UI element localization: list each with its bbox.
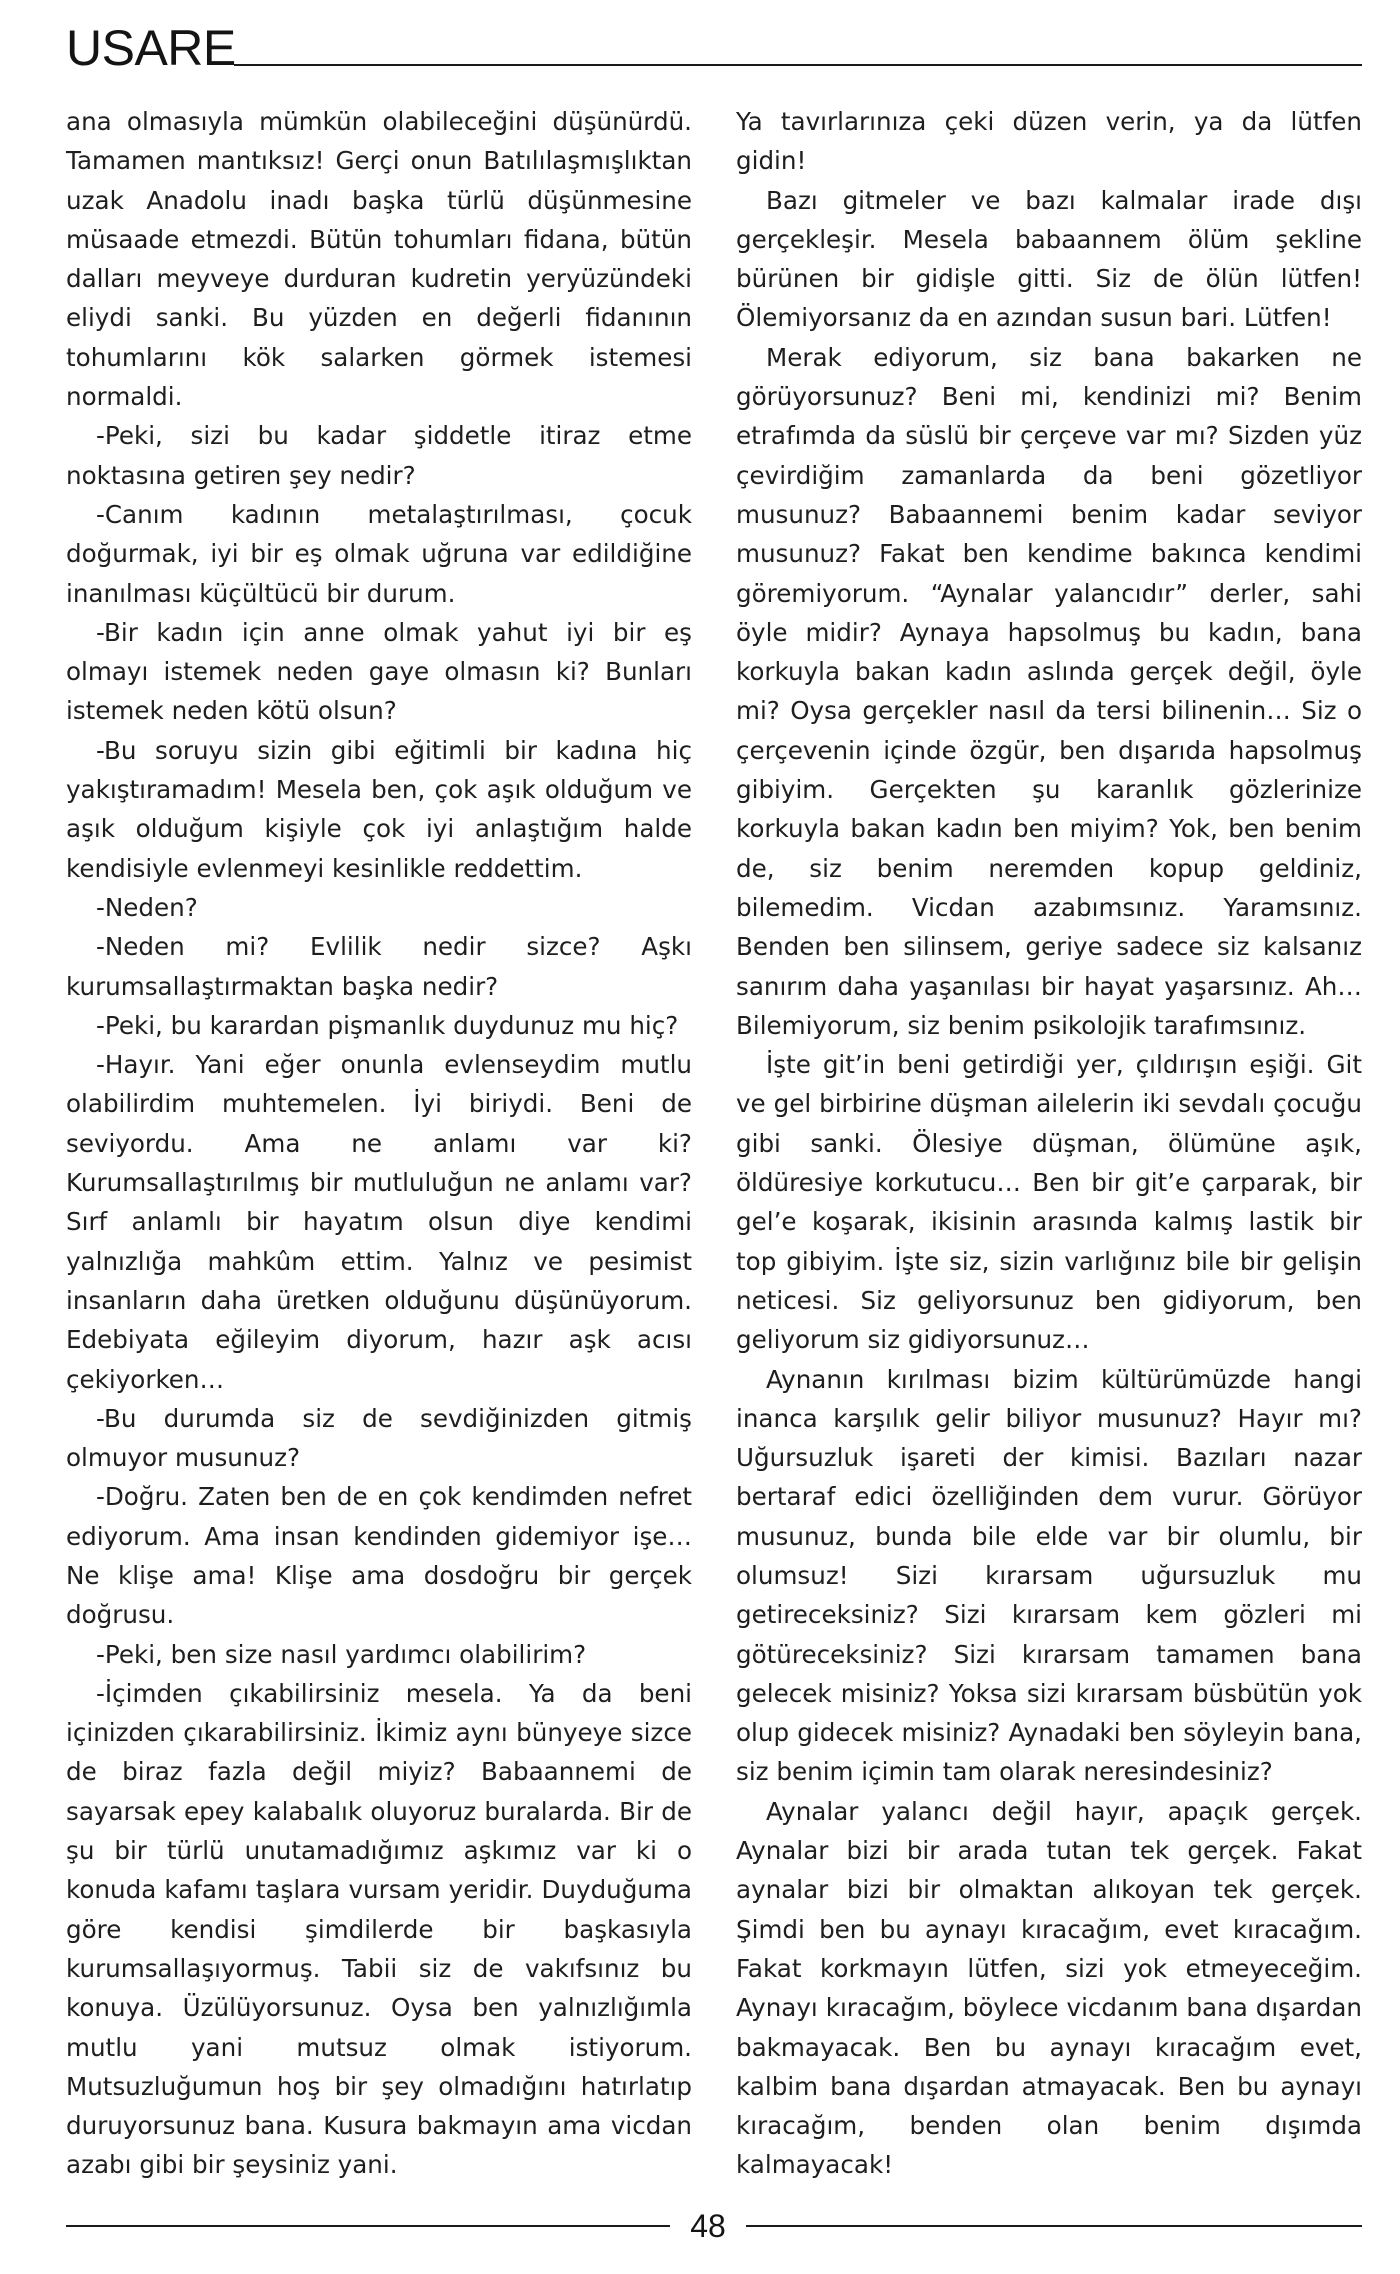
paragraph: İşte git’in beni getirdiği yer, çıldırışın eşiği. Git ve gel birbirine düşman ailelerin iki sevdalı çocuğu gibi sanki. Ölesiye düşman, ölümüne aşık, öldüresiye korkutucu… Ben bir git’e çarparak, bir gel’e koşarak, ikisinin arasında kalmış lastik bir top gibiyim. İşte siz, sizin varlığınız bile bir gelişin neticesi. Siz geliyorsunuz ben gidiyorum, ben geliyorum siz gidiyorsunuz… [736,1050,1362,1355]
paragraph: -Hayır. Yani eğer onunla evlenseydim mutlu olabilirdim muhtemelen. İyi biriydi. Beni de seviyordu. Ama ne anlamı var ki? Kurumsallaştırılmış bir mutluluğun ne anlamı var? Sırf anlamlı bir hayatım olsun diye kendimi yalnızlığa mahkûm ettim. Yalnız ve pesimist insanların daha üretken olduğunu düşünüyorum. Edebiyata eğileyim diyorum, hazır aşk acısı çekiyorken… [66,1050,692,1394]
journal-name: USARE [66,20,236,76]
page-footer [66,2206,1362,2246]
left-column [66,102,692,2185]
paragraph: -Peki, bu karardan pişmanlık duydunuz mu hiç? [96,1010,679,1040]
footer-rule-left [66,2225,670,2227]
paragraph: -Bu durumda siz de sevdiğinizden gitmiş olmuyor musunuz? [66,1403,692,1473]
paragraph: ana olmasıyla mümkün olabileceğini düşünürdü. Tamamen mantıksız! Gerçi onun Batılılaşmışlıktan uzak Anadolu inadı başka türlü düşünmesine müsaade etmezdi. Bütün tohumları fidana, bütün dalları meyveye durduran kudretin yeryüzündeki eliydi sanki. Bu yüzden en değerli fidanının tohumlarını kök salarken görmek istemesi normaldi. [66,107,692,412]
paragraph: -Doğru. Zaten ben de en çok kendimden nefret ediyorum. Ama insan kendinden gidemiyor işe… Ne klişe ama! Klişe ama dosdoğru bir gerçek doğrusu. [66,1482,692,1630]
paragraph: -Bir kadın için anne olmak yahut iyi bir eş olmayı istemek neden gaye olmasın ki? Bunları istemek neden kötü olsun? [66,617,692,726]
paragraph: -İçimden çıkabilirsiniz mesela. Ya da beni içinizden çıkarabilirsiniz. İkimiz aynı bünyeye sizce de biraz fazla değil miyiz? Babaannemi de sayarsak epey kalabalık oluyoruz buralarda. Bir de şu bir türlü unutamadığımız aşkımız var ki o konuda kafamı taşlara vursam yeridir. Duyduğuma göre kendisi şimdilerde bir başkasıyla kurumsallaşıyormuş. Tabii siz de vakıfsınız bu konuya. Üzülüyorsunuz. Oysa ben yalnızlığımla mutlu yani mutsuz olmak istiyorum. Mutsuzluğumun hoş bir şey olmadığını hatırlatıp duruyorsunuz bana. Kusura bakmayın ama vicdan azabı gibi bir şeysiniz yani. [66,1678,692,2180]
paragraph: -Neden? [96,892,198,922]
paragraph: Aynanın kırılması bizim kültürümüzde hangi inanca karşılık gelir biliyor musunuz? Hayır mı? Uğursuzluk işareti der kimisi. Bazıları nazar bertaraf edici özelliğinden dem vurur. Görüyor musunuz, bunda bile elde var bir olumlu, bir olumsuz! Sizi kırarsam uğursuzluk mu getireceksiniz? Sizi kırarsam kem gözleri mi götüreceksiniz? Sizi kırarsam tamamen bana gelecek misiniz? Yoksa sizi kırarsam büsbütün yok olup gidecek misiniz? Aynadaki ben söyleyin bana, siz benim içimin tam olarak neresindesiniz? [736,1364,1362,1787]
paragraph: Bazı gitmeler ve bazı kalmalar irade dışı gerçekleşir. Mesela babaannem ölüm şekline bürünen bir gidişle gitti. Siz de ölün lütfen! Ölemiyorsanız da en azından susun bari. Lütfen! [736,185,1362,333]
page-number: 48 [690,2208,726,2244]
paragraph: Ya tavırlarınıza çeki düzen verin, ya da lütfen gidin! [736,107,1362,176]
right-column [736,102,1362,2185]
paragraph: -Canım kadının metalaştırılması, çocuk doğurmak, iyi bir eş olmak uğruna var edildiğine inanılması küçültücü bir durum. [66,499,692,608]
running-header [66,18,1362,78]
header-rule [234,64,1362,66]
paragraph: -Peki, ben size nasıl yardımcı olabilirim? [96,1639,587,1669]
paragraph: -Peki, sizi bu kadar şiddetle itiraz etme noktasına getiren şey nedir? [66,421,692,490]
paragraph: Aynalar yalancı değil hayır, apaçık gerçek. Aynalar bizi bir arada tutan tek gerçek. Fakat aynalar bizi bir olmaktan alıkoyan tek gerçek. Şimdi ben bu aynayı kıracağım, evet kıracağım. Fakat korkmayın lütfen, sizi yok etmeyeceğim. Aynayı kıracağım, böylece vicdanım bana dışardan bakmayacak. Ben bu aynayı kıracağım evet, kalbim bana dışardan atmayacak. Ben bu aynayı kıracağım, benden olan benim dışımda kalmayacak! [736,1796,1362,2180]
paragraph: -Bu soruyu sizin gibi eğitimli bir kadına hiç yakıştıramadım! Mesela ben, çok aşık olduğum ve aşık olduğum kişiyle çok iyi anlaştığım halde kendisiyle evlenmeyi kesinlikle reddettim. [66,735,692,883]
paragraph: Merak ediyorum, siz bana bakarken ne görüyorsunuz? Beni mi, kendinizi mi? Benim etrafımda da süslü bir çerçeve var mı? Sizden yüz çevirdiğim zamanlarda da beni gözetliyor musunuz? Babaannemi benim kadar seviyor musunuz? Fakat ben kendime bakınca kendimi göremiyorum. “Aynalar yalancıdır” derler, sahi öyle midir? Aynaya hapsolmuş bu kadın, bana korkuyla bakan kadın aslında gerçek değil, öyle mi? Oysa gerçekler nasıl da tersi bilinenin… Siz o çerçevenin içinde özgür, ben dışarıda hapsolmuş gibiyim. Gerçekten şu karanlık gözlerinize korkuyla bakan kadın ben miyim? Yok, ben benim de, siz benim neremden kopup geldiniz, bilemedim. Vicdan azabımsınız. Yaramsınız. Benden ben silinsem, geriye sadece siz kalsanız sanırım daha yaşanılası bir hayat yaşarsınız. Ah… Bilemiyorum, siz benim psikolojik tarafımsınız. [736,342,1362,1040]
footer-rule-right [746,2225,1362,2227]
paragraph: -Neden mi? Evlilik nedir sizce? Aşkı kurumsallaştırmaktan başka nedir? [66,932,692,1001]
